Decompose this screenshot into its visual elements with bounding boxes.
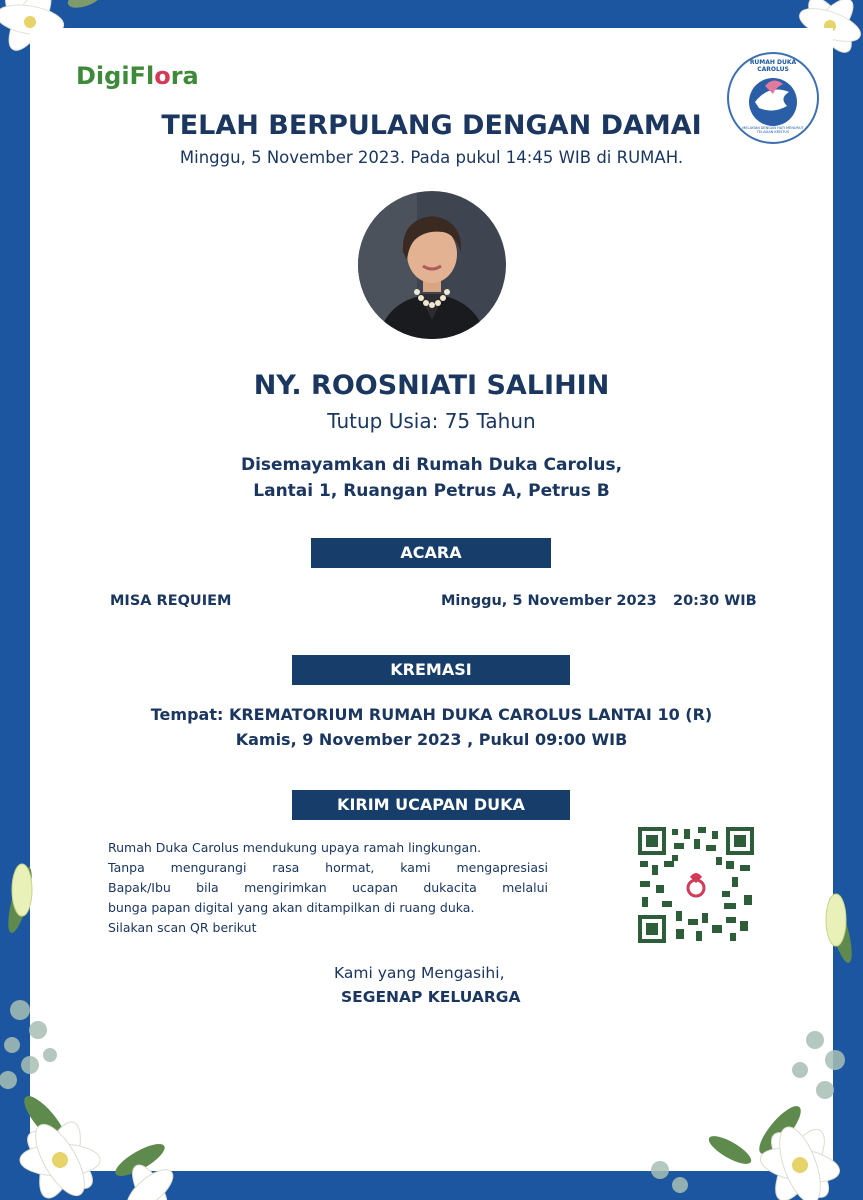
logo-text-left: DigiFl [76,62,155,90]
acara-date: Minggu, 5 November 2023 [441,593,657,609]
page-subtitle: Minggu, 5 November 2023. Pada pukul 14:45 WIB di RUMAH. [179,148,684,167]
acara-time: 20:30 WIB [673,593,757,609]
acara-event: MISA REQUIEM [110,593,232,609]
ucapan-line-3: Bapak/Ibu bila mengirimkan ucapan dukacita melalui [108,880,548,895]
closing-line-2: SEGENAP KELUARGA [341,988,521,1006]
location-line-1: Disemayamkan di Rumah Duka Carolus, [240,455,623,475]
ucapan-line-1: Rumah Duka Carolus mendukung upaya ramah lingkungan. [108,840,482,855]
ucapan-heading: KIRIM UCAPAN DUKA [292,790,570,820]
kremasi-schedule: Kamis, 9 November 2023 , Pukul 09:00 WIB [235,730,628,749]
ucapan-line-5: Silakan scan QR berikut [108,920,257,935]
closing-line-1: Kami yang Mengasihi, [334,964,505,982]
seal-subtext: MELAYANI DENGAN HATI MENURUT TELADAN KRISTUS [742,126,804,134]
ucapan-line-2: Tanpa mengurangi rasa hormat, kami mengapresiasi [108,860,548,875]
deceased-portrait [357,190,507,340]
deceased-age: Tutup Usia: 75 Tahun [327,409,536,433]
logo-text-o: o [154,62,171,90]
deceased-name: NY. ROOSNIATI SALIHIN [253,370,610,401]
location-line-2: Lantai 1, Ruangan Petrus A, Petrus B [253,481,610,501]
kremasi-place: Tempat: KREMATORIUM RUMAH DUKA CAROLUS LANTAI 10 (R) [150,705,713,724]
logo-text-right: ra [170,62,199,90]
page-title: TELAH BERPULANG DENGAN DAMAI [161,110,702,141]
seal-text: RUMAH DUKA CAROLUS [749,59,797,73]
kremasi-heading: KREMASI [292,655,570,685]
ucapan-text-block [108,838,548,938]
ucapan-line-4: bunga papan digital yang akan ditampilkan di ruang duka. [108,900,475,915]
digiflora-logo [76,62,199,90]
acara-heading: ACARA [311,538,551,568]
qr-code-icon[interactable] [636,825,756,945]
